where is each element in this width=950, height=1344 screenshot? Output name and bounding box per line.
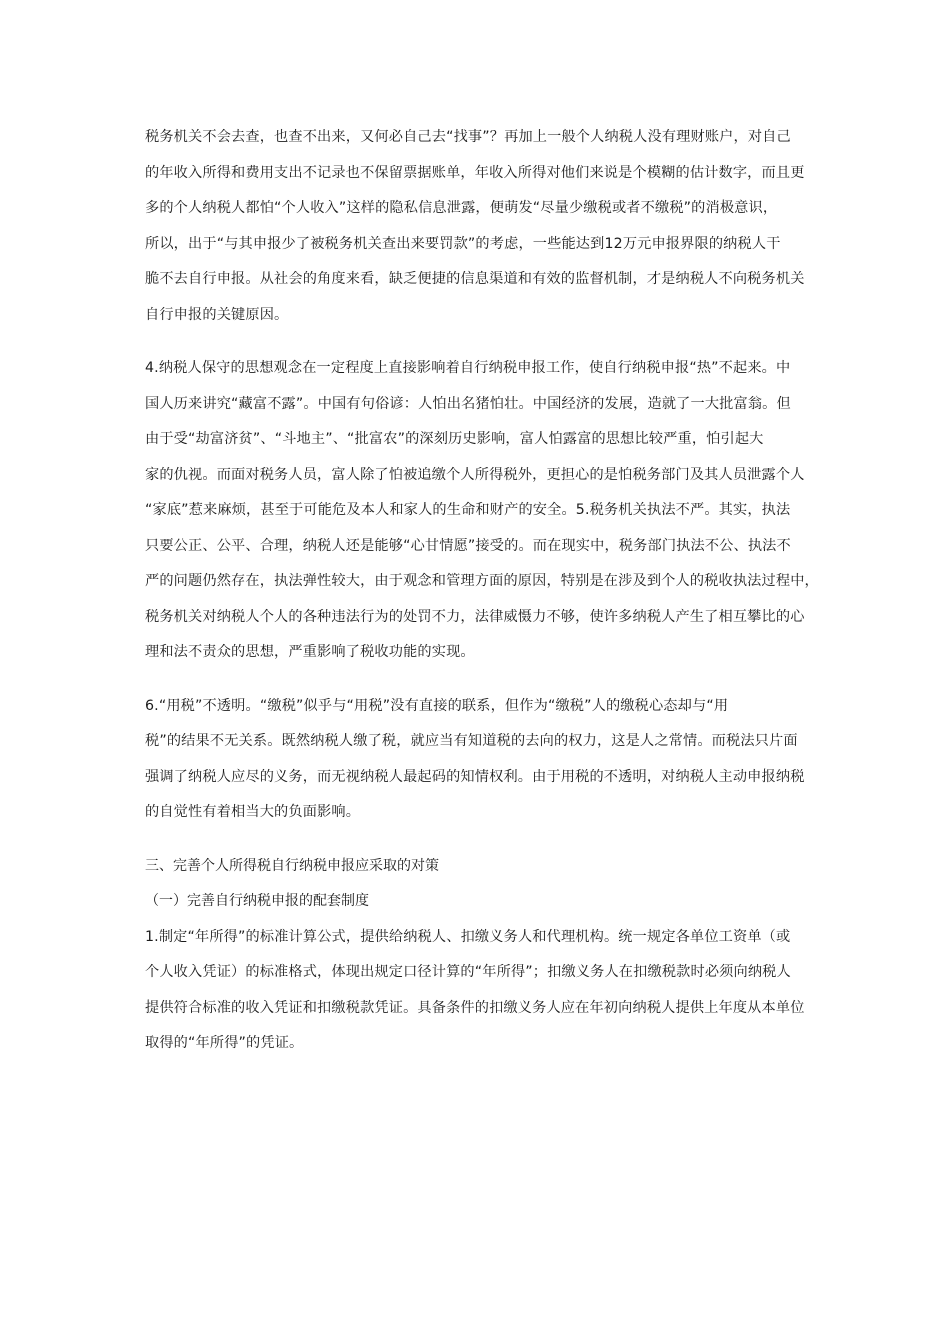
text-line: 个人收入凭证）的标准格式，体现出规定口径计算的“年所得”；扣缴义务人在扣缴税款时必须向纳税人 <box>145 964 791 980</box>
text-line: 所以，出于“与其申报少了被税务机关查出来要罚款”的考虑，一些能达到12万元申报界限的纳税人干 <box>145 235 781 252</box>
text-line: 的自觉性有着相当大的负面影响。 <box>145 804 361 820</box>
text-line: 理和法不责众的思想，严重影响了税收功能的实现。 <box>145 644 475 660</box>
text-line: 严的问题仍然存在，执法弹性较大，由于观念和管理方面的原因，特别是在涉及到个人的税收执法过程中， <box>145 573 819 589</box>
text-line: 提供符合标准的收入凭证和扣缴税款凭证。具备条件的扣缴义务人应在年初向纳税人提供上年度从本单位 <box>145 999 805 1016</box>
text-line: 4.纳税人保守的思想观念在一定程度上直接影响着自行纳税申报工作，使自行纳税申报“热”不起来。中 <box>145 360 791 376</box>
text-line: 税务机关不会去查，也查不出来，又何必自己去“找事”？再加上一般个人纳税人没有理财账户，对自己 <box>145 129 791 145</box>
text-line: 国人历来讲究“藏富不露”。中国有句俗谚：人怕出名猪怕壮。中国经济的发展，造就了一大批富翁。但 <box>145 395 791 412</box>
text-line: 取得的“年所得”的凭证。 <box>145 1035 304 1051</box>
text-line: 强调了纳税人应尽的义务，而无视纳税人最起码的知情权利。由于用税的不透明，对纳税人主动申报纳税 <box>145 768 805 785</box>
text-line: 1.制定“年所得”的标准计算公式，提供给纳税人、扣缴义务人和代理机构。统一规定各单位工资单（或 <box>145 928 791 945</box>
text-line: 6.“用税”不透明。“缴税”似乎与“用税”没有直接的联系，但作为“缴税”人的缴税心态却与“用 <box>145 697 729 714</box>
paragraph-tax-evasion-reasons <box>145 120 810 333</box>
text-line: 税务机关对纳税人个人的各种违法行为的处罚不力，法律威慑力不够，使许多纳税人产生了相互攀比的心 <box>145 608 805 625</box>
text-line: “家底”惹来麻烦，甚至于可能危及本人和家人的生命和财产的安全。5.税务机关执法不严。其实，执法 <box>145 502 791 518</box>
section-heading: 三、完善个人所得税自行纳税申报应采取的对策 <box>145 857 439 874</box>
text-line: 只要公正、公平、合理，纳税人还是能够“心甘情愿”接受的。而在现实中，税务部门执法不公、执法不 <box>145 537 791 554</box>
paragraph-point-6 <box>145 689 810 831</box>
text-line: 自行申报的关键原因。 <box>145 306 289 323</box>
paragraph-point-1-measures <box>145 920 810 1062</box>
text-line: 由于受“劫富济贫”、“斗地主”、“批富农”的深刻历史影响，富人怕露富的思想比较严重，怕引起大 <box>145 431 764 447</box>
text-line: 家的仇视。而面对税务人员，富人除了怕被追缴个人所得税外，更担心的是怕税务部门及其人员泄露个人 <box>145 466 805 483</box>
text-line: 的年收入所得和费用支出不记录也不保留票据账单，年收入所得对他们来说是个模糊的估计数字，而且更 <box>145 164 805 181</box>
text-line: 税”的结果不无关系。既然纳税人缴了税，就应当有知道税的去向的权力，这是人之常情。而税法只片面 <box>145 733 798 749</box>
text-line: 多的个人纳税人都怕“个人收入”这样的隐私信息泄露，便萌发“尽量少缴税或者不缴税”的消极意识， <box>145 200 778 216</box>
paragraph-point-4-5 <box>145 351 819 671</box>
subsection-heading: （一）完善自行纳税申报的配套制度 <box>145 893 369 909</box>
text-line: 脆不去自行申报。从社会的角度来看，缺乏便捷的信息渠道和有效的监督机制，才是纳税人不向税务机关 <box>145 271 805 287</box>
document-body <box>145 120 819 1062</box>
